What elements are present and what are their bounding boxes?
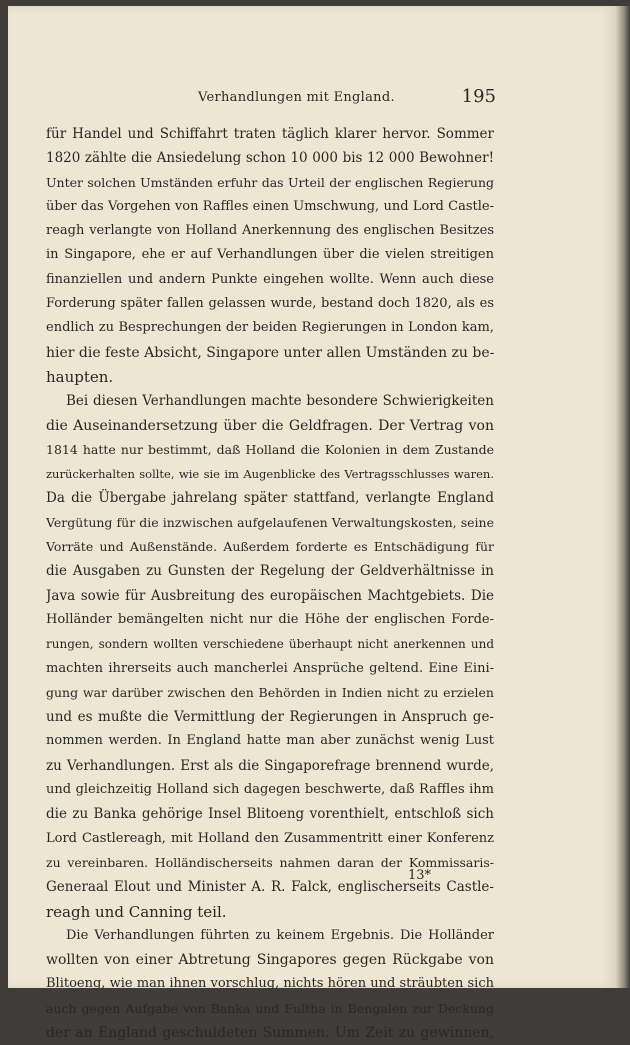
text-line: und es mußte die Vermittlung der Regierungen in Anspruch ge- bbox=[46, 709, 494, 726]
text-line: die Ausgaben zu Gunsten der Regelung der Geldverhältnisse in bbox=[46, 563, 494, 580]
text-line: die Auseinandersetzung über die Geldfragen. Der Vertrag von bbox=[46, 417, 494, 434]
text-line: machten ihrerseits auch mancherlei Ansprüche geltend. Eine Eini- bbox=[46, 660, 494, 676]
text-line: haupten. bbox=[46, 367, 114, 386]
book-page bbox=[8, 6, 616, 1041]
text-line: in Singapore, ehe er auf Verhandlungen über die vielen streitigen bbox=[46, 247, 494, 263]
text-line: finanziellen und andern Punkte eingehen wollte. Wenn auch diese bbox=[46, 271, 494, 287]
running-title: Verhandlungen mit England. bbox=[198, 90, 395, 105]
text-line: Holländer bemängelten nicht nur die Höhe der englischen Forde- bbox=[46, 611, 494, 627]
page-number: 195 bbox=[461, 86, 496, 107]
text-line: Generaal Elout und Minister A. R. Falck, englischerseits Castle- bbox=[46, 879, 494, 896]
text-line: zurückerhalten sollte, wie sie im Augenblicke des Vertragsschlusses waren. bbox=[46, 467, 494, 482]
text-line: Lord Castlereagh, mit Holland den Zusammentritt einer Konferenz bbox=[46, 830, 494, 846]
text-line: Forderung später fallen gelassen wurde, bestand doch 1820, als es bbox=[46, 296, 494, 312]
text-line: hier die feste Absicht, Singapore unter allen Umständen zu be- bbox=[46, 344, 494, 361]
text-line: Da die Übergabe jahrelang später stattfand, verlangte England bbox=[46, 490, 494, 507]
printer-signature-mark: 13* bbox=[408, 868, 432, 883]
text-line: reagh verlangte von Holland Anerkennung des englischen Besitzes bbox=[46, 223, 494, 239]
body-text bbox=[46, 122, 494, 1045]
text-line: auch gegen Aufgabe von Banka und Fultha in Bengalen zur Deckung bbox=[46, 1000, 494, 1016]
text-line: Die Verhandlungen führten zu keinem Ergebnis. Die Holländer bbox=[66, 927, 494, 943]
text-line: Blitoeng, wie man ihnen vorschlug, nichts hören und sträubten sich bbox=[46, 976, 494, 992]
text-line: und gleichzeitig Holland sich dagegen beschwerte, daß Raffles ihm bbox=[46, 782, 494, 798]
text-line: der an England geschuldeten Summen. Um Zeit zu gewinnen, bbox=[46, 1024, 494, 1041]
text-line: Bei diesen Verhandlungen machte besondere Schwierigkeiten bbox=[66, 393, 494, 410]
text-line: wollten von einer Abtretung Singapores gegen Rückgabe von bbox=[46, 952, 494, 969]
text-line: Vorräte und Außenstände. Außerdem forderte es Entschädigung für bbox=[46, 539, 494, 555]
text-line: endlich zu Besprechungen der beiden Regierungen in London kam, bbox=[46, 320, 494, 336]
text-line: über das Vorgehen von Raffles einen Umschwung, und Lord Castle- bbox=[46, 198, 494, 214]
text-line: Java sowie für Ausbreitung des europäischen Machtgebiets. Die bbox=[46, 587, 494, 604]
page-header bbox=[168, 86, 496, 112]
page-edge bbox=[616, 6, 630, 988]
text-line: Unter solchen Umständen erfuhr das Urteil der englischen Regierung bbox=[46, 174, 494, 190]
text-line: rungen, sondern wollten verschiedene überhaupt nicht anerkennen und bbox=[46, 637, 494, 652]
text-line: reagh und Canning teil. bbox=[46, 902, 227, 921]
text-line: 1814 hatte nur bestimmt, daß Holland die Kolonien in dem Zustande bbox=[46, 441, 494, 457]
text-line: gung war darüber zwischen den Behörden in Indien nicht zu erzielen bbox=[46, 684, 494, 700]
text-line: die zu Banka gehörige Insel Blitoeng vorenthielt, entschloß sich bbox=[46, 806, 494, 823]
text-line: 1820 zählte die Ansiedelung schon 10 000 bis 12 000 Bewohner! bbox=[46, 150, 494, 167]
text-line: Vergütung für die inzwischen aufgelaufenen Verwaltungskosten, seine bbox=[46, 514, 494, 530]
text-line: nommen werden. In England hatte man aber zunächst wenig Lust bbox=[46, 733, 494, 749]
text-line: zu vereinbaren. Holländischerseits nahmen daran der Kommissaris- bbox=[46, 854, 494, 870]
text-line: zu Verhandlungen. Erst als die Singaporefrage brennend wurde, bbox=[46, 757, 494, 774]
text-line: für Handel und Schiffahrt traten täglich klarer hervor. Sommer bbox=[46, 126, 494, 142]
